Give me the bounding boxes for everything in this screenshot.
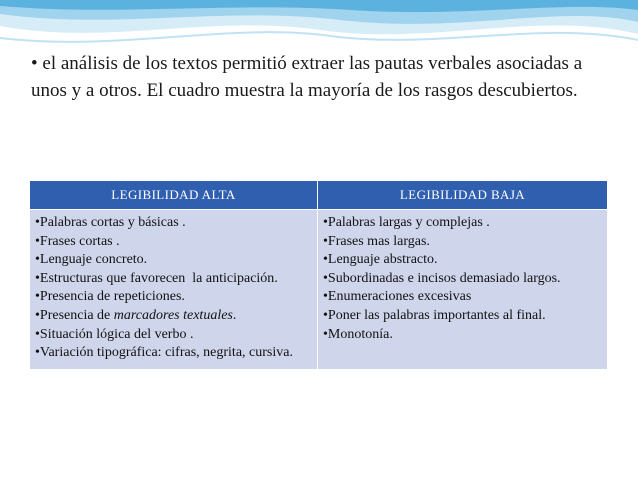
- legibility-table: [29, 180, 608, 370]
- alta-item-5: •Presencia de repeticiones.: [35, 289, 185, 305]
- alta-item-6: [35, 307, 312, 326]
- alta-item-1: •Palabras cortas y básicas .: [35, 215, 186, 230]
- alta-item-8: •Variación tipográfica: cifras, negrita, cursiva.: [35, 345, 293, 361]
- legibility-table-wrapper: [29, 180, 605, 370]
- baja-item-2: •Frases mas largas.: [323, 233, 430, 249]
- alta-item-3: •Lenguaje concreto.: [35, 252, 148, 268]
- alta-item-6-emphasis: marcadores textuales: [113, 307, 233, 323]
- baja-item-3: •Lenguaje abstracto.: [323, 252, 438, 268]
- alta-item-6-prefix: •Presencia de: [35, 307, 114, 323]
- cell-legibilidad-alta: [30, 210, 318, 370]
- header-legibilidad-baja: LEGIBILIDAD BAJA: [318, 181, 608, 210]
- alta-item-2: •Frases cortas .: [35, 233, 120, 249]
- decorative-wave-band: [0, 0, 638, 52]
- table-header-row: [30, 181, 608, 210]
- baja-item-5: •Enumeraciones excesivas: [323, 289, 472, 305]
- table-row: [30, 210, 608, 370]
- alta-item-4: •Estructuras que favorecen la anticipación.: [35, 270, 278, 286]
- alta-item-6-suffix: .: [232, 307, 237, 323]
- intro-paragraph: • el análisis de los textos permitió extraer las pautas verbales asociadas a unos y a otros. El cuadro muestra la mayoría de los rasgos descubiertos.: [31, 53, 583, 101]
- baja-item-4: •Subordinadas e incisos demasiado largos.: [323, 270, 561, 286]
- baja-item-6: •Poner las palabras importantes al final.: [323, 307, 546, 323]
- alta-item-7: •Situación lógica del verbo .: [35, 326, 194, 342]
- header-legibilidad-alta: LEGIBILIDAD ALTA: [30, 181, 318, 210]
- baja-item-1: •Palabras largas y complejas .: [323, 215, 490, 230]
- cell-legibilidad-baja: [318, 210, 608, 370]
- baja-item-7: •Monotonía.: [323, 326, 393, 342]
